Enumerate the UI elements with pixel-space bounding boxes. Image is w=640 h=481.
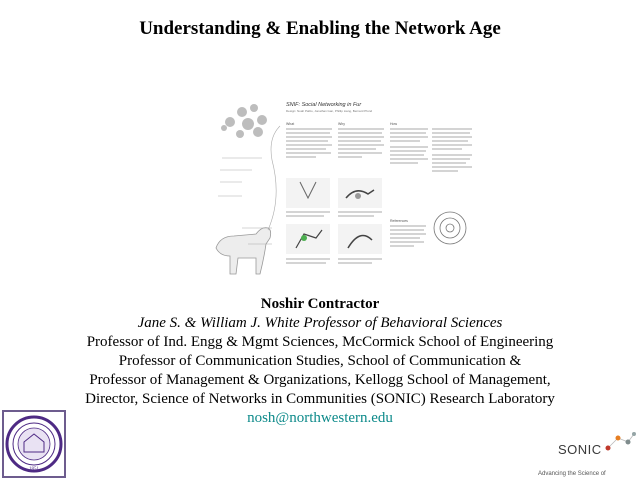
poster-section-why: Why — [338, 122, 345, 126]
dog-outline-icon — [216, 228, 271, 274]
sonic-network-icon — [602, 430, 638, 454]
network-bubbles-icon — [221, 104, 267, 138]
poster-graphic — [212, 98, 476, 288]
speaker-credits — [0, 295, 640, 428]
poster-section-how: How — [390, 122, 398, 126]
sonic-tagline: Advancing the Science of — [538, 471, 606, 477]
poster-byline: Design: Noah Pablo, Jonathan Gan, Phillip Liang, Bernard Pfund — [286, 109, 373, 113]
speaker-name: Noshir Contractor — [260, 296, 380, 312]
poster-heading: SNIF: Social Networking in Fur — [286, 102, 362, 108]
poster-section-references: References — [390, 219, 408, 223]
proximity-rings-icon — [434, 212, 466, 244]
poster-text-blocks — [286, 128, 472, 172]
speaker-title-line: Professor of Ind. Engg & Mgmt Sciences, McCormick School of Engineering — [86, 334, 554, 350]
poster-image — [212, 98, 476, 288]
poster-section-what: What — [286, 122, 295, 126]
slide-title: Understanding & Enabling the Network Age — [139, 18, 501, 39]
poster-diagrams — [286, 178, 382, 264]
speaker-email-link[interactable]: nosh@northwestern.edu — [247, 410, 393, 426]
speaker-chair: Jane S. & William J. White Professor of Behavioral Sciences — [137, 315, 503, 331]
speaker-title-line: Director, Science of Networks in Communities (SONIC) Research Laboratory — [85, 391, 555, 407]
speaker-title-line: Professor of Communication Studies, School of Communication & — [118, 353, 522, 369]
northwestern-seal-logo — [2, 410, 66, 478]
speaker-title-line: Professor of Management & Organizations, Kellogg School of Management, — [89, 372, 551, 388]
seal-year: 1851 — [29, 467, 39, 472]
sonic-logo-text: SONIC — [558, 442, 602, 457]
